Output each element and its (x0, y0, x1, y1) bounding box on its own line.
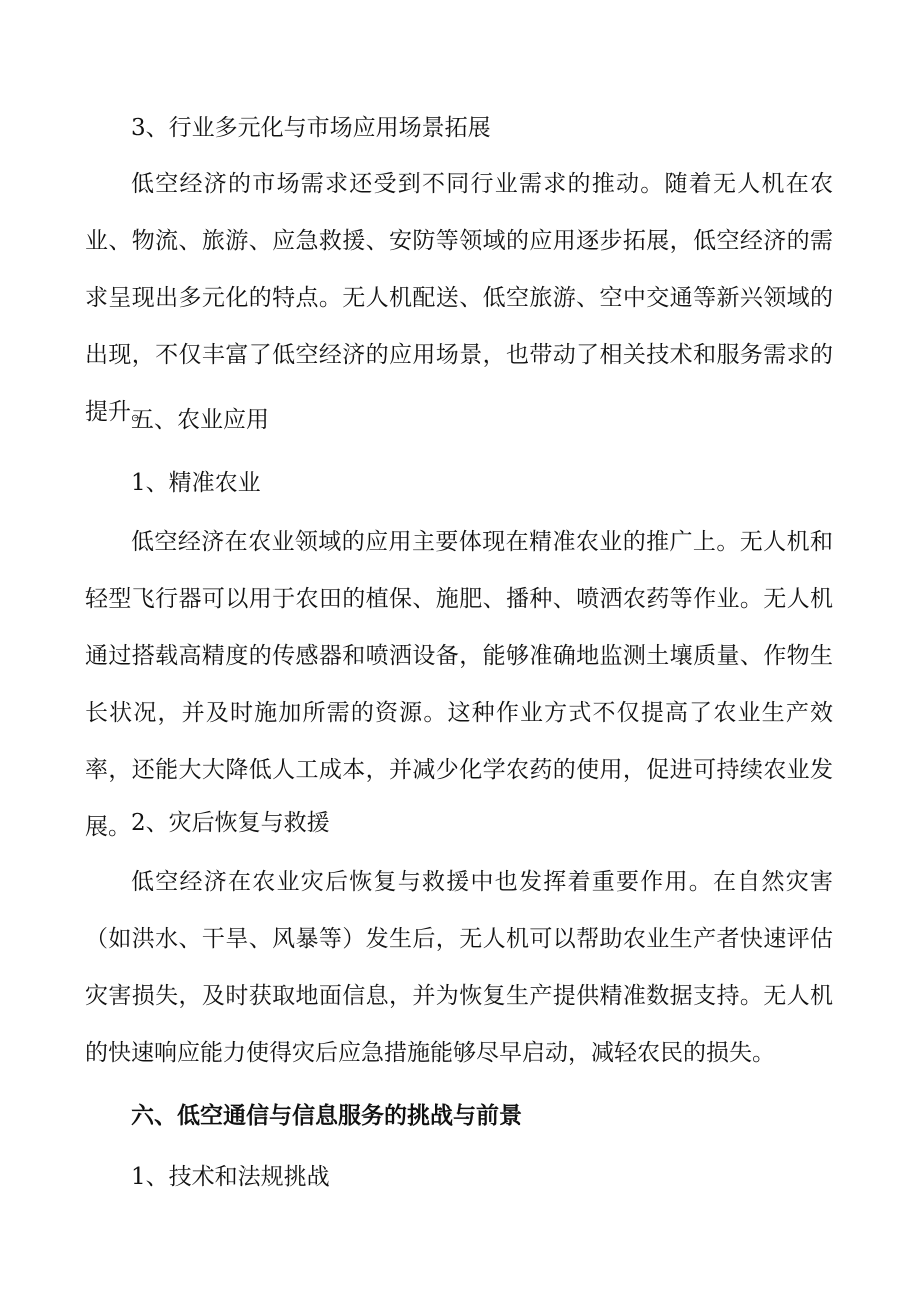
subsection-heading-precision-agriculture: 1、精准农业 (131, 470, 261, 496)
paragraph-disaster-recovery: 低空经济在农业灾后恢复与救援中也发挥着重要作用。在自然灾害（如洪水、干旱、风暴等）发生后，无人机可以帮助农业生产者快速评估灾害损失，及时获取地面信息，并为恢复生产提供精准数据支持。无人机的快速响应能力使得灾后应急措施能够尽早启动，减轻农民的损失。 (85, 869, 833, 1066)
subsection-heading-tech-regulation: 1、技术和法规挑战 (131, 1164, 330, 1190)
subsection-heading-disaster-recovery: 2、灾后恢复与救援 (131, 810, 330, 836)
section-heading-communication-challenges: 六、低空通信与信息服务的挑战与前景 (131, 1102, 522, 1129)
paragraph-market-demand: 低空经济的市场需求还受到不同行业需求的推动。随着无人机在农业、物流、旅游、应急救援、安防等领域的应用逐步拓展，低空经济的需求呈现出多元化的特点。无人机配送、低空旅游、空中交通等新兴领域的出现，不仅丰富了低空经济的应用场景，也带动了相关技术和服务需求的提升。 (85, 171, 833, 425)
paragraph-precision-agriculture: 低空经济在农业领域的应用主要体现在精准农业的推广上。无人机和轻型飞行器可以用于农田的植保、施肥、播种、喷洒农药等作业。无人机通过搭载高精度的传感器和喷洒设备，能够准确地监测土壤质量、作物生长状况，并及时施加所需的资源。这种作业方式不仅提高了农业生产效率，还能大大降低人工成本，并减少化学农药的使用，促进可持续农业发展。 (85, 529, 833, 840)
section-heading-agriculture: 五、农业应用 (131, 407, 269, 433)
subsection-heading-industry-diversification: 3、行业多元化与市场应用场景拓展 (131, 115, 491, 141)
